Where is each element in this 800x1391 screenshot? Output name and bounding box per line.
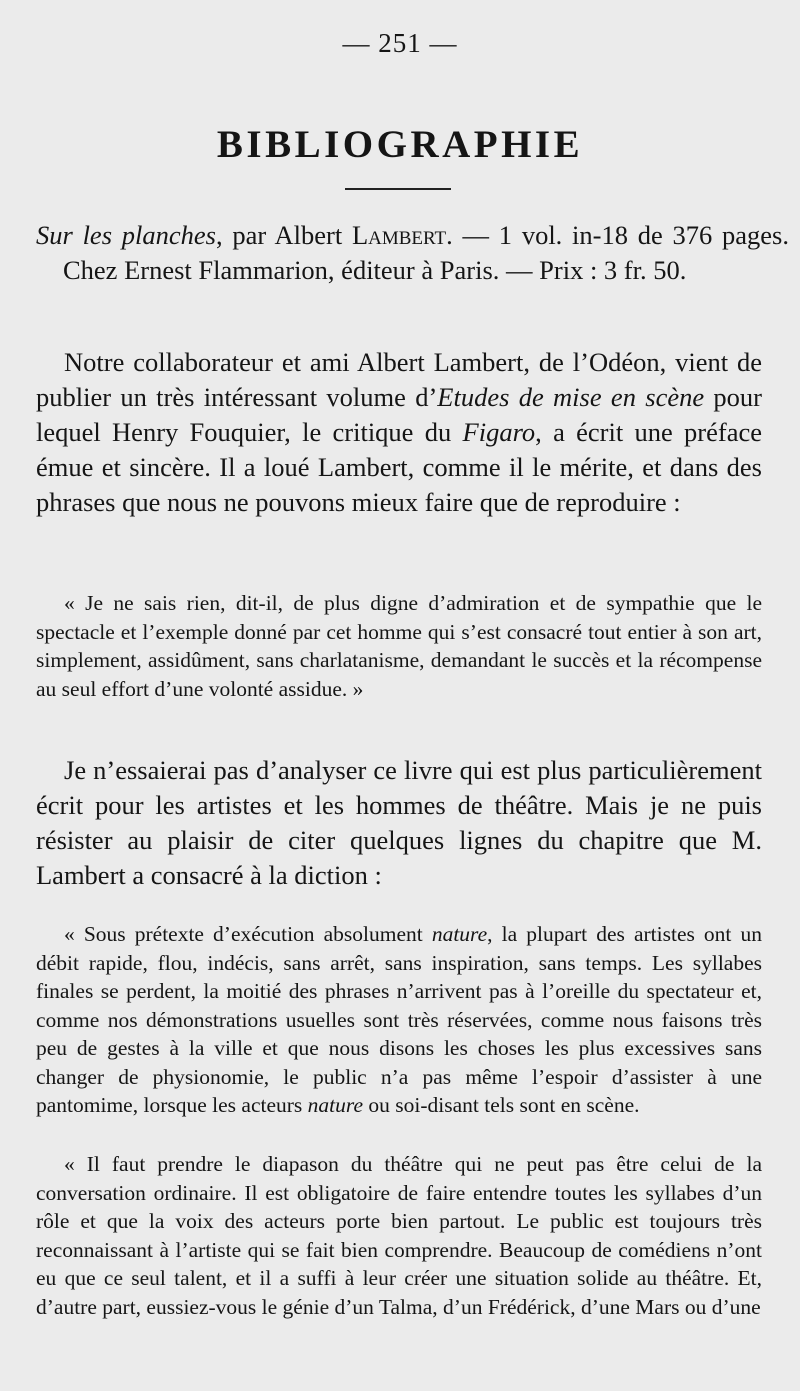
quote-nature [36,920,762,1120]
text-run: , la plupart des artistes ont un débit rapide, flou, indécis, sans arrêt, sans inspiration, sans temps. Les syllabes finales se perdent, la moitié des phrases n’arrivent pas à l’oreille du spectateur et, comme nos démonstrations usuelles sont très réservées, comme nous faisons très peu de gestes à la ville et que nous disons les choses les plus excessives sans changer de physionomie, le public n’a pas même l’espoir d’assister à une pantomime, lorsque les acteurs [36,922,762,1117]
entry-details: . — 1 vol. in-18 de 376 pages. Chez Ernest Flammarion, éditeur à Paris. — Prix : 3 fr. 50. [63,220,789,285]
text-run: Notre collaborateur et ami Albert Lambert, de l’Odéon, vient de publier un très intéressant volume d’ [36,347,762,412]
paragraph-diction: Je n’essaierai pas d’analyser ce livre qui est plus particulièrement écrit pour les artistes et les hommes de théâtre. Mais je ne puis résister au plaisir de citer quelques lignes du chapitre que M. Lambert a consacré à la diction : [36,755,762,890]
bibliography-entry [36,218,789,288]
quote-fouquier: « Je ne sais rien, dit-il, de plus digne d’admiration et de sympathie que le spectacle et l’exemple donné par cet homme qui s’est consacré tout entier à son art, simplement, assidûment, sans charlatanisme, demandant le succès et la récompense au seul effort d’une volonté assidue. » [36,591,762,701]
heading-rule [345,188,451,190]
quote-diapason: « Il faut prendre le diapason du théâtre qui ne peut pas être celui de la conversation ordinaire. Il est obligatoire de faire entendre toutes les syllabes d’un rôle et que la voix des acteurs porte bien partout. Le public est toujours très reconnaissant à l’artiste qui se fait bien comprendre. Beaucoup de comédiens n’ont eu que ce seul talent, et il a suffi à leur créer une situation solide au théâtre. Et, d’autre part, eussiez-vous le génie d’un Talma, d’un Frédérick, d’une Mars ou d’une [36,1152,762,1319]
page-number: — 251 — [342,28,458,58]
section-heading: BIBLIOGRAPHIE [216,123,584,166]
italic-run: Figaro [462,417,536,447]
italic-run: Etudes de mise en scène [437,382,705,412]
entry-by: , par Albert [215,220,352,250]
italic-run: nature [431,922,488,946]
italic-run: nature [307,1093,364,1117]
paragraph-intro [36,345,762,520]
text-run: ou soi-disant tels sont en scène. [363,1093,640,1117]
text-run: pour lequel Henry Fouquier, le critique du [36,382,762,447]
author-name: Lambert [351,220,447,250]
book-title: Sur les planches [36,220,216,250]
text-run: « Sous prétexte d’exécution absolument [64,922,432,946]
text-run: , a écrit une préface émue et sincère. Il a loué Lambert, comme il le mérite, et dans des phrases que nous ne pouvons mieux faire que de reproduire : [36,417,762,517]
